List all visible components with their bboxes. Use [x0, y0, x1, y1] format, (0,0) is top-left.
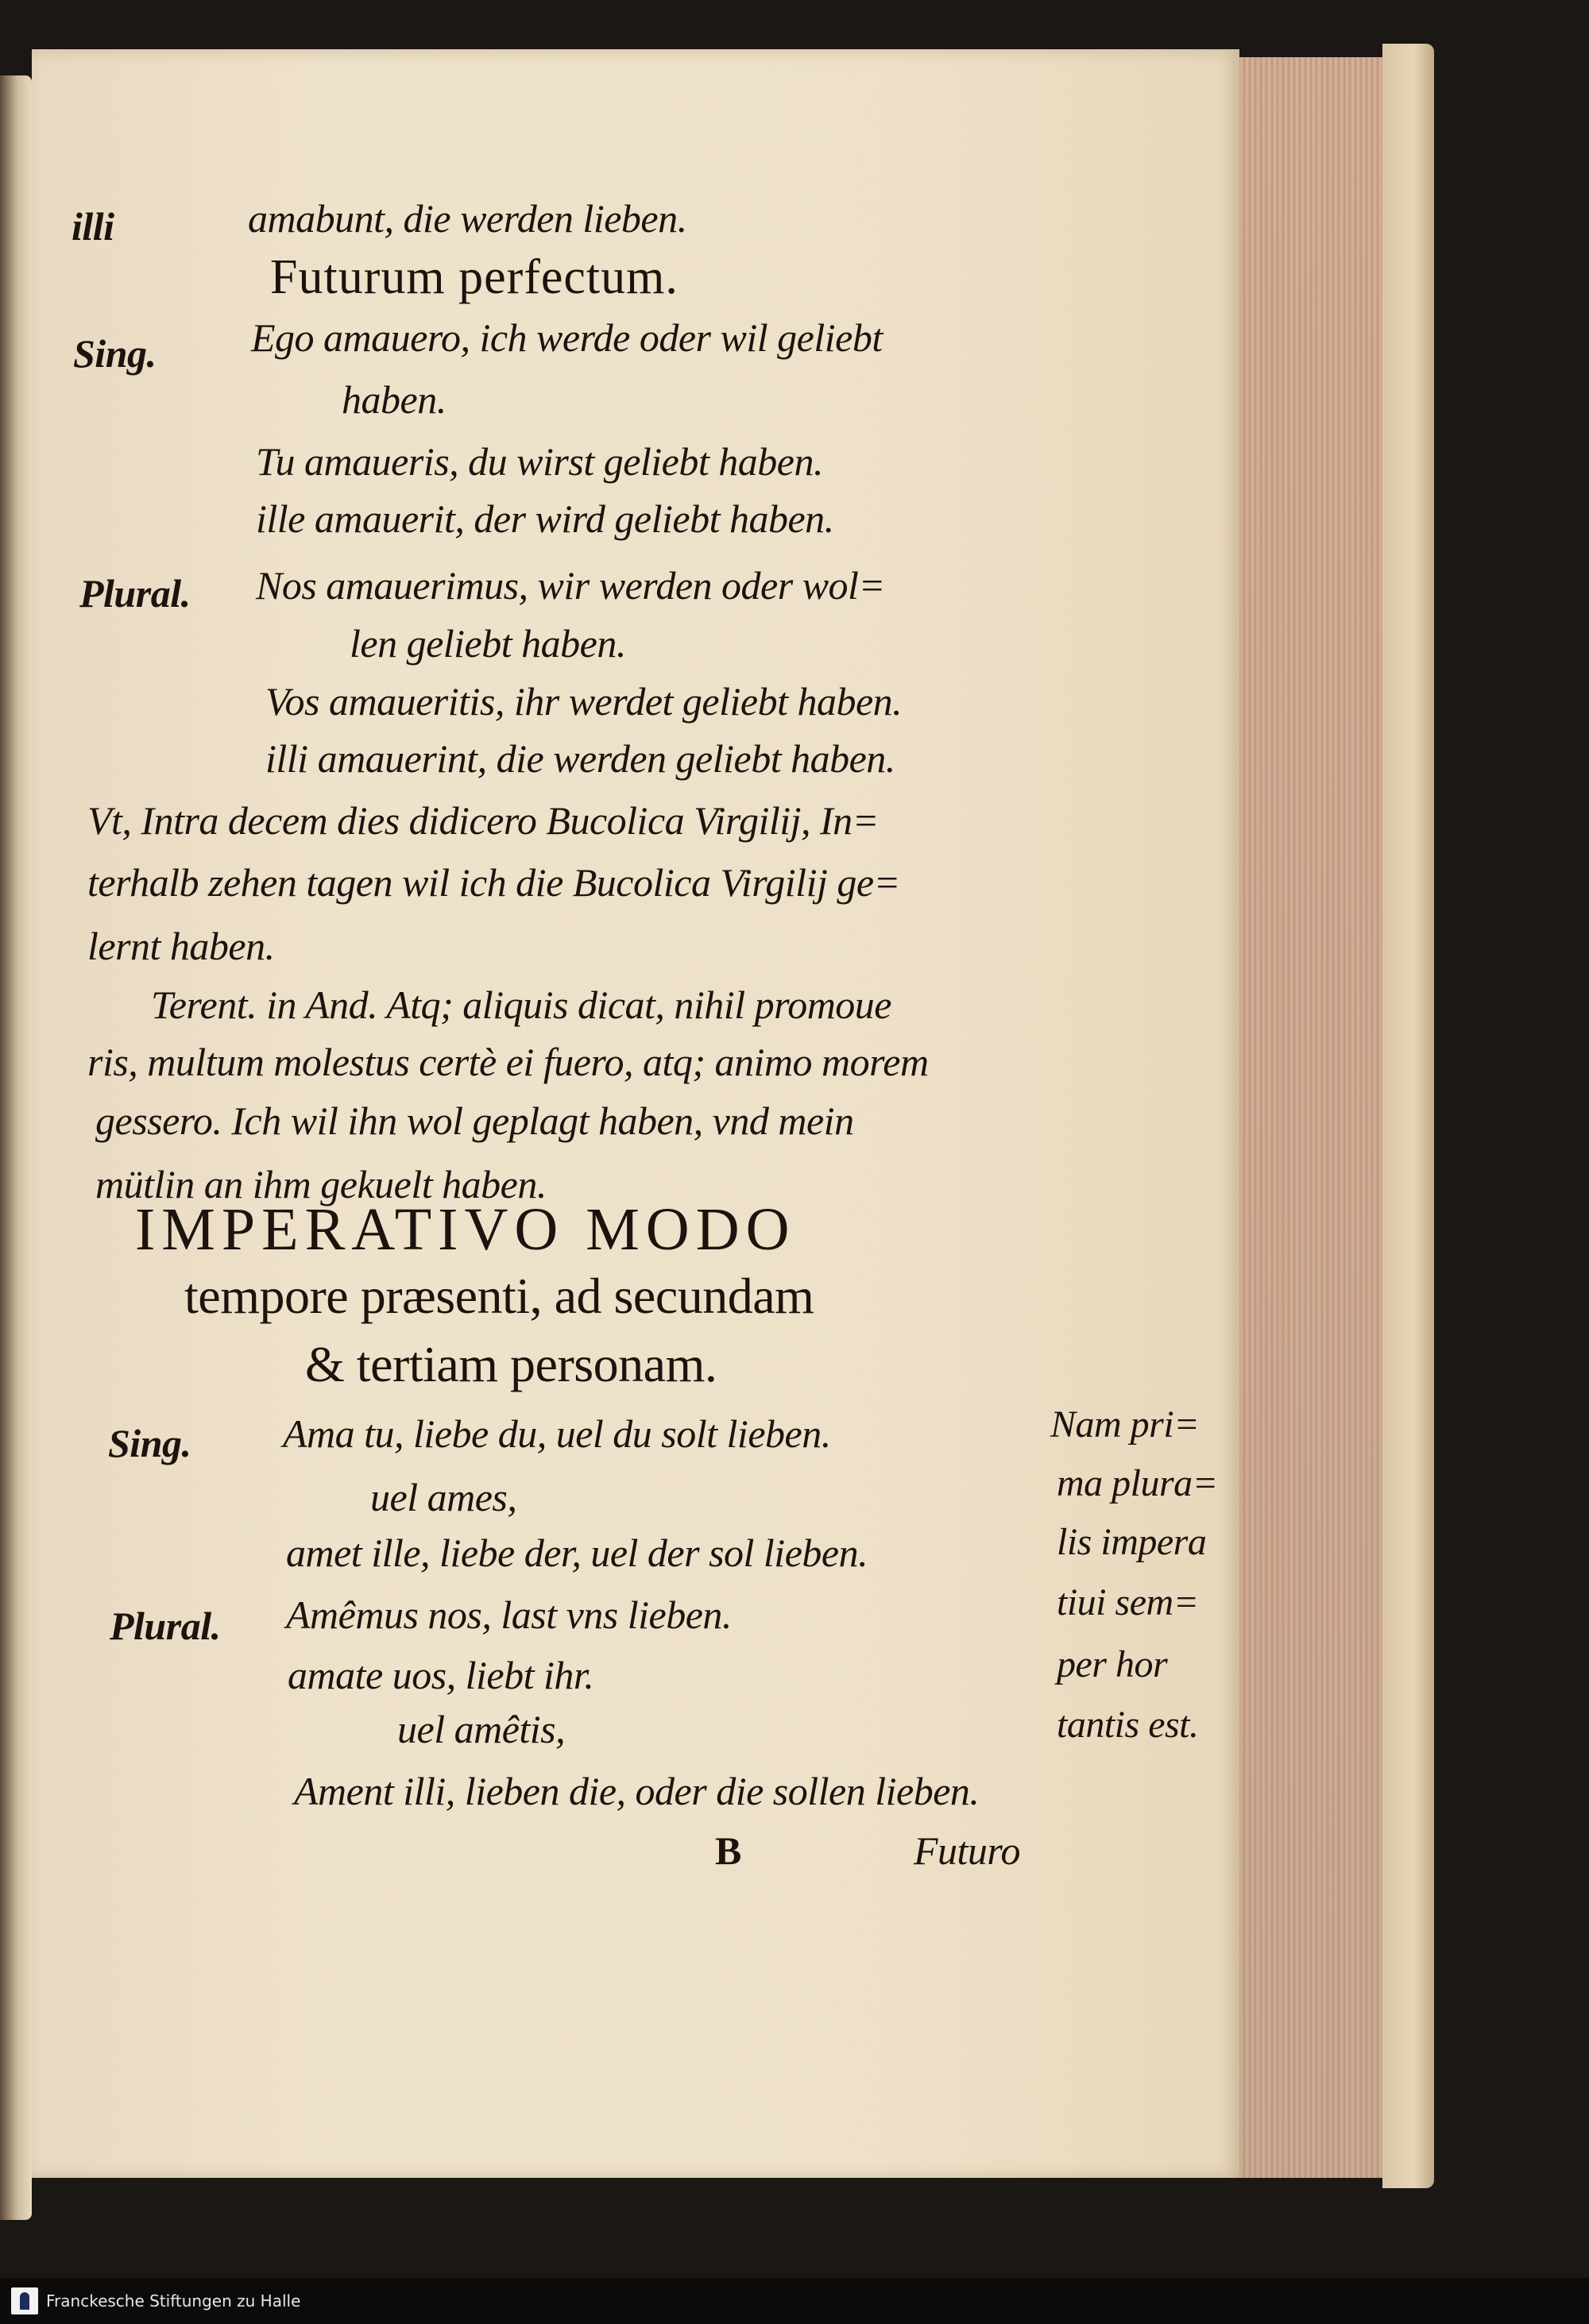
label-plural: Plural.	[79, 571, 191, 616]
margin-note-line: ma plura=	[1057, 1462, 1218, 1504]
text-line: Terent. in And. Atq; aliquis dicat, nihil promoue	[151, 982, 891, 1027]
text-line: mütlin an ihm gekuelt haben.	[95, 1162, 547, 1206]
label-singular: Sing.	[108, 1421, 191, 1465]
margin-note-line: tantis est.	[1057, 1704, 1199, 1746]
text-line: terhalb zehen tagen wil ich die Bucolica Virgilij ge=	[87, 860, 900, 905]
text-line: haben.	[342, 377, 447, 422]
book-page-edges	[1222, 57, 1399, 2178]
text-line: Vos amaueritis, ihr werdet geliebt haben.	[265, 679, 903, 724]
text-line: amate uos, liebt ihr.	[288, 1653, 594, 1697]
catchword: Futuro	[914, 1828, 1021, 1873]
facing-page-edge	[0, 75, 32, 2220]
text-line: Ament illi, lieben die, oder die sollen lieben.	[294, 1769, 980, 1813]
text-line: uel ames,	[370, 1475, 517, 1519]
text-line: Amêmus nos, last vns lieben.	[286, 1592, 732, 1637]
label-plural: Plural.	[110, 1604, 221, 1648]
text-line: uel amêtis,	[397, 1707, 566, 1751]
text-line: ille amauerit, der wird geliebt haben.	[256, 496, 834, 541]
institution-credit: Franckesche Stiftungen zu Halle	[46, 2291, 301, 2310]
text-line: lernt haben.	[87, 924, 275, 968]
section-subheading: & tertiam personam.	[305, 1336, 717, 1392]
margin-note-line: lis impera	[1057, 1521, 1207, 1563]
section-heading: Futurum perfectum.	[270, 250, 679, 304]
section-heading-imperative: IMPERATIVO MODO	[135, 1196, 796, 1263]
speaker-illi: illi	[72, 204, 114, 249]
text-line: Tu amaueris, du wirst geliebt haben.	[256, 439, 823, 484]
section-subheading: tempore præsenti, ad secundam	[184, 1268, 814, 1324]
text-line: len geliebt haben.	[350, 621, 626, 666]
text-line: illi amauerint, die werden geliebt haben.	[265, 736, 895, 781]
text-line: gessero. Ich wil ihn wol geplagt haben, vnd mein	[95, 1098, 854, 1143]
signature-mark: B	[715, 1828, 741, 1873]
text-line: Ama tu, liebe du, uel du solt lieben.	[283, 1411, 831, 1456]
text-line: amabunt, die werden lieben.	[248, 196, 687, 241]
margin-note-line: Nam pri=	[1050, 1403, 1200, 1446]
text-line: Nos amauerimus, wir werden oder wol=	[256, 563, 885, 608]
book-back-cover	[1382, 44, 1434, 2188]
institution-logo-icon	[11, 2287, 38, 2314]
label-singular: Sing.	[73, 331, 157, 376]
text-line: Ego amauero, ich werde oder wil geliebt	[251, 315, 883, 360]
margin-note-line: per hor	[1057, 1643, 1168, 1685]
text-line: amet ille, liebe der, uel der sol lieben.	[286, 1531, 868, 1575]
text-line: ris, multum molestus certè ei fuero, atq; animo morem	[87, 1040, 929, 1084]
margin-note-line: tiui sem=	[1057, 1581, 1199, 1623]
text-line: Vt, Intra decem dies didicero Bucolica Virgilij, In=	[87, 798, 879, 843]
